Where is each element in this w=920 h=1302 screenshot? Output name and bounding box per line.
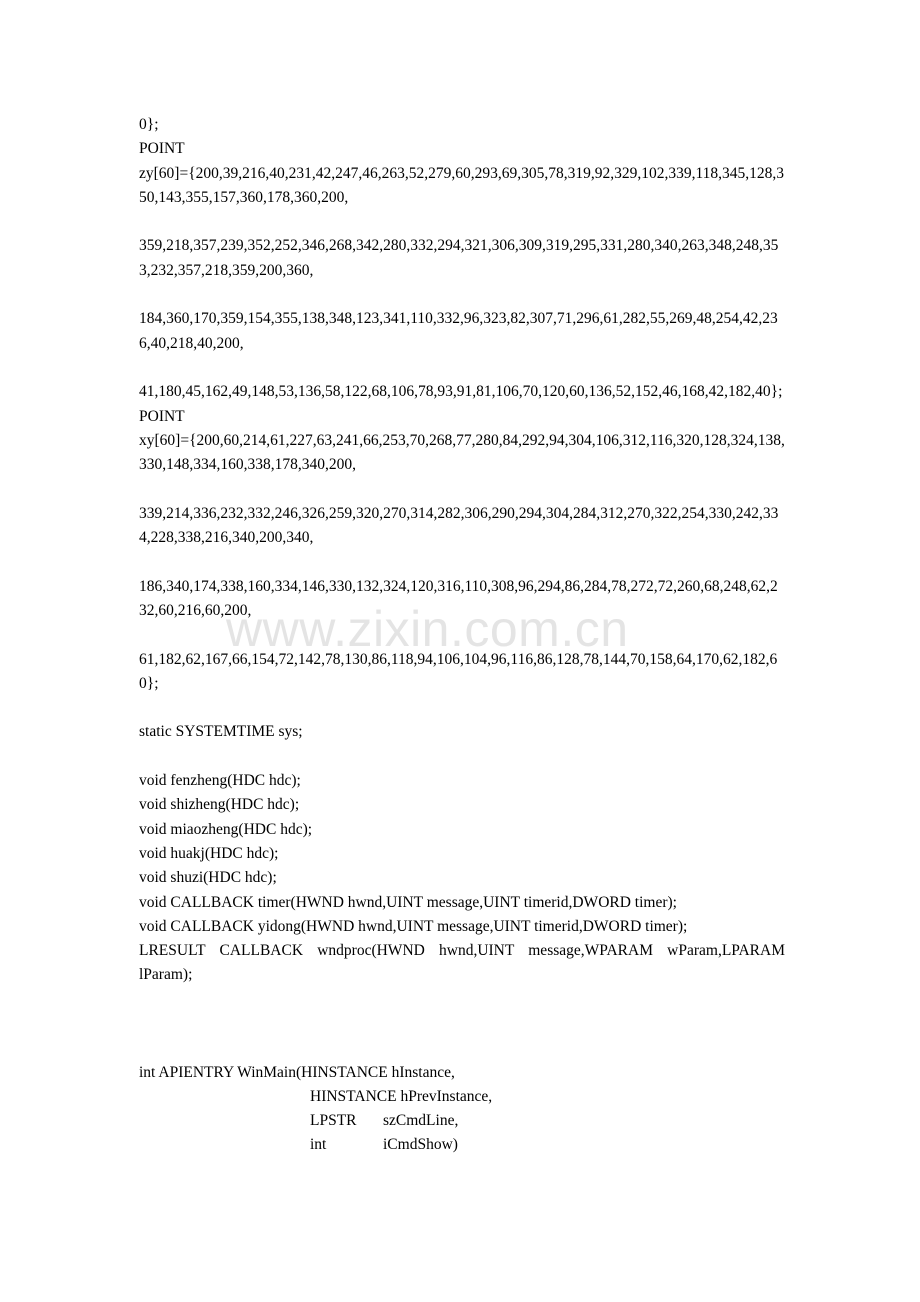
code-line: 0};	[139, 116, 159, 133]
code-line: void CALLBACK timer(HWND hwnd,UINT message,UINT timerid,DWORD timer);	[139, 893, 677, 911]
blank-line	[139, 745, 785, 769]
code-line: void huakj(HDC hdc);	[139, 844, 279, 862]
watermark: www.zixin.com.cn	[226, 601, 629, 657]
xy-array-part-2: 339,214,336,232,332,246,326,259,320,270,314,282,306,290,294,304,284,312,270,322,254,330,242,334,228,338,216,340,200,340,	[139, 504, 779, 547]
winmain-signature: int APIENTRY WinMain(HINSTANCE hInstance,	[139, 1063, 455, 1081]
param-name: iCmdShow)	[383, 1136, 458, 1154]
blank-line	[139, 477, 785, 501]
blank-line	[139, 210, 785, 234]
blank-line	[139, 356, 785, 380]
blank-line	[139, 623, 785, 647]
zy-array-part-1: zy[60]={200,39,216,40,231,42,247,46,263,52,279,60,293,69,305,78,319,92,329,102,339,118,345,128,350,143,355,157,360,178,360,200,	[139, 164, 785, 206]
blank-line	[139, 550, 785, 574]
param-type: LPSTR	[310, 1112, 357, 1130]
param-name: szCmdLine,	[383, 1112, 459, 1130]
code-line: void fenzheng(HDC hdc);	[139, 772, 301, 790]
zy-array-part-4: 41,180,45,162,49,148,53,136,58,122,68,106,78,93,91,81,106,70,120,60,136,52,152,46,168,42,182,40};	[139, 383, 783, 401]
zy-array-part-3: 184,360,170,359,154,355,138,348,123,341,110,332,96,323,82,307,71,296,61,282,55,269,48,254,42,236,40,218,40,200,	[139, 310, 778, 352]
code-line: void shuzi(HDC hdc);	[139, 869, 277, 887]
code-line: POINT	[139, 140, 185, 158]
winmain-param-szcmdline	[139, 1109, 785, 1133]
winmain-param-icmdshow	[139, 1133, 785, 1157]
xy-array-part-3: 186,340,174,338,160,334,146,330,132,324,120,316,110,308,96,294,86,284,78,272,72,260,68,248,62,232,60,216,60,200,	[139, 577, 778, 619]
xy-array-part-1: xy[60]={200,60,214,61,227,63,241,66,253,70,268,77,280,84,292,94,304,106,312,116,320,128,324,138,330,148,334,160,338,178,340,200,	[139, 431, 785, 474]
param-type: int	[310, 1136, 327, 1154]
code-line: POINT	[139, 407, 185, 425]
winmain-param-hprevinstance: HINSTANCE hPrevInstance,	[310, 1087, 493, 1105]
code-line: static SYSTEMTIME sys;	[139, 723, 303, 741]
blank-line	[139, 283, 785, 307]
code-line: void shizheng(HDC hdc);	[139, 796, 300, 814]
xy-array-part-4: 61,182,62,167,66,154,72,142,78,130,86,118,94,106,104,96,116,86,128,78,144,70,158,64,170,62,182,60};	[139, 650, 778, 692]
zy-array-part-2: 359,218,357,239,352,252,346,268,342,280,332,294,321,306,309,319,295,331,280,340,263,348,248,353,232,357,218,359,200,360,	[139, 237, 779, 279]
wndproc-declaration: LRESULT CALLBACK wndproc(HWND hwnd,UINT message,WPARAM wParam,LPARAM lParam);	[139, 942, 785, 984]
code-line: void CALLBACK yidong(HWND hwnd,UINT message,UINT timerid,DWORD timer);	[139, 917, 688, 935]
blank-lines	[139, 988, 785, 1061]
blank-line	[139, 696, 785, 720]
code-text-body	[139, 113, 785, 1158]
code-line: void miaozheng(HDC hdc);	[139, 820, 313, 838]
